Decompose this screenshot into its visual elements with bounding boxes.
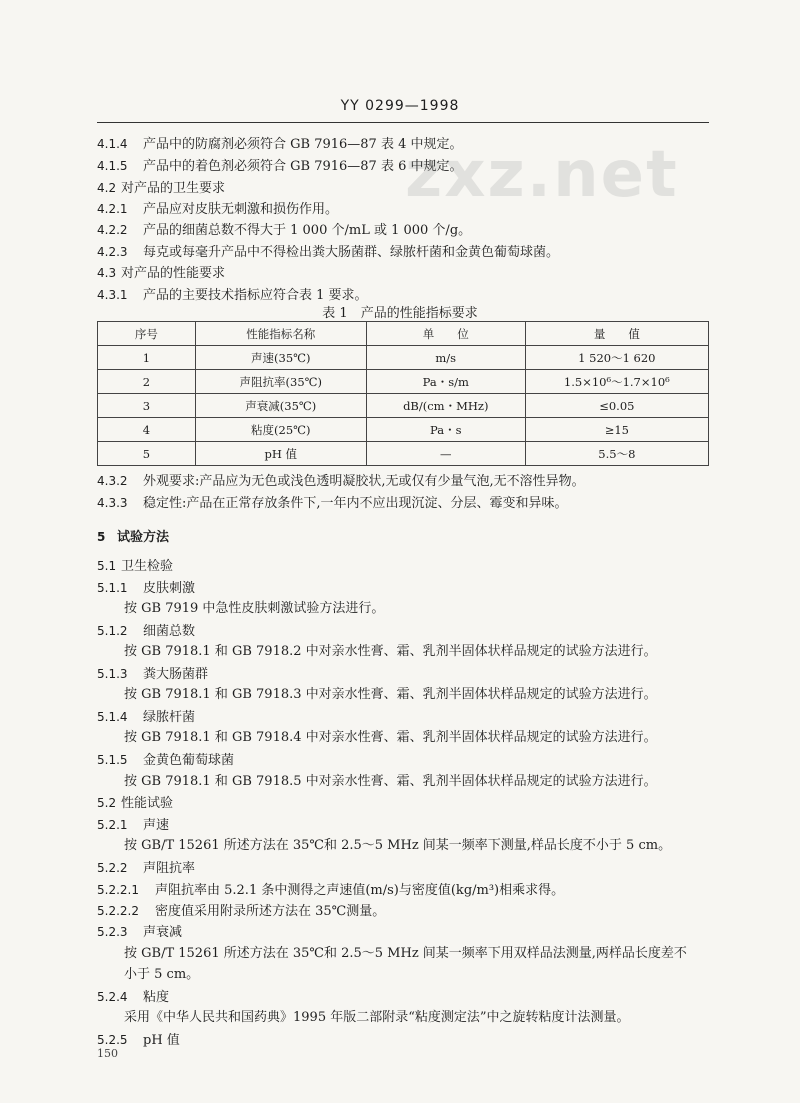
clause-text: 粪大肠菌群 <box>143 667 209 682</box>
clause-line <box>97 179 225 198</box>
clause-line <box>97 859 195 878</box>
clause-line <box>97 264 225 283</box>
clause-line <box>97 622 195 641</box>
clause-line <box>97 200 338 219</box>
clause-number: 5.2.2.2 <box>97 904 139 918</box>
table-row <box>98 370 709 394</box>
clause-number: 4.3.1 <box>97 288 128 302</box>
clause-number: 4.2.1 <box>97 202 128 216</box>
clause-line <box>124 686 657 704</box>
table-cell: ≤0.05 <box>525 394 708 418</box>
table-cell: ≥15 <box>525 418 708 442</box>
clause-text: 性能试验 <box>121 796 174 811</box>
clause-text: 产品中的着色剂必须符合 GB 7916—87 表 6 中规定。 <box>143 159 463 174</box>
clause-number: 5.1.1 <box>97 581 128 595</box>
clause-line <box>124 966 199 984</box>
clause-line <box>97 135 463 154</box>
clause-number: 5.2.2 <box>97 861 128 875</box>
table-cell: — <box>366 442 525 466</box>
clause-text: 产品应对皮肤无刺激和损伤作用。 <box>143 202 339 217</box>
table-cell: m/s <box>366 346 525 370</box>
clause-line <box>97 708 195 727</box>
clause-text: 金黄色葡萄球菌 <box>143 753 235 768</box>
clause-line <box>97 816 169 835</box>
clause-number: 4.1.4 <box>97 137 128 151</box>
clause-text: 对产品的性能要求 <box>121 266 226 281</box>
clause-text: 按 GB/T 15261 所述方法在 35℃和 2.5～5 MHz 间某一频率下用双样品法测量,两样品长度差不 <box>124 946 687 961</box>
clause-text: 密度值采用附录所述方法在 35℃测量。 <box>155 904 386 919</box>
table-row <box>98 418 709 442</box>
clause-line <box>97 579 195 598</box>
clause-line <box>124 773 657 791</box>
clause-number: 5.1.3 <box>97 667 128 681</box>
clause-number: 5.1.5 <box>97 753 128 767</box>
clause-text: 外观要求:产品应为无色或浅色透明凝胶状,无或仅有少量气泡,无不溶性异物。 <box>143 474 585 489</box>
clause-text: 小于 5 cm。 <box>124 967 200 982</box>
clause-line <box>97 494 568 513</box>
clause-text: pH 值 <box>143 1033 180 1048</box>
clause-number: 5.1.4 <box>97 710 128 724</box>
clause-number: 4.3 <box>97 266 117 280</box>
clause-number: 5.1 <box>97 559 117 573</box>
clause-line <box>97 472 585 491</box>
clause-line <box>124 837 671 855</box>
clause-number: 5.2.2.1 <box>97 883 139 897</box>
clause-line <box>97 221 471 240</box>
clause-text: 声衰减 <box>143 925 183 940</box>
table-header-cell: 单 位 <box>366 322 525 346</box>
clause-text: 每克或每毫升产品中不得检出粪大肠菌群、绿脓杆菌和金黄色葡萄球菌。 <box>143 245 560 260</box>
clause-text: 产品的主要技术指标应符合表 1 要求。 <box>143 288 368 303</box>
clause-line <box>97 794 173 813</box>
clause-text: 对产品的卫生要求 <box>121 181 226 196</box>
table-cell: 声衰减(35℃) <box>195 394 366 418</box>
clause-text: 按 GB 7918.1 和 GB 7918.4 中对亲水性膏、霜、乳剂半固体状样品规定的试验方法进行。 <box>124 730 657 745</box>
table-cell: Pa・s <box>366 418 525 442</box>
page-header: YY 0299—1998 <box>340 98 460 114</box>
table-cell: 5.5～8 <box>525 442 708 466</box>
clause-text: 皮肤刺激 <box>143 581 196 596</box>
clause-line <box>124 945 687 963</box>
clause-line <box>124 1009 630 1027</box>
table-caption: 表 1 产品的性能指标要求 <box>322 306 478 321</box>
clause-text: 产品的细菌总数不得大于 1 000 个/mL 或 1 000 个/g。 <box>143 223 472 238</box>
table-cell: 4 <box>98 418 196 442</box>
clause-text: 按 GB 7918.1 和 GB 7918.3 中对亲水性膏、霜、乳剂半固体状样品规定的试验方法进行。 <box>124 687 657 702</box>
page-number: 150 <box>97 1047 118 1060</box>
clause-text: 绿脓杆菌 <box>143 710 196 725</box>
table-cell: 1 520～1 620 <box>525 346 708 370</box>
clause-line <box>97 557 173 576</box>
table-cell: 1.5×10⁶～1.7×10⁶ <box>525 370 708 394</box>
clause-number: 4.3.2 <box>97 474 128 488</box>
table-cell: 粘度(25℃) <box>195 418 366 442</box>
table-header-cell: 序号 <box>98 322 196 346</box>
clause-line <box>124 643 657 661</box>
table-row <box>98 442 709 466</box>
clause-number: 5.2.4 <box>97 990 128 1004</box>
clause-text: 稳定性:产品在正常存放条件下,一年内不应出现沉淀、分层、霉变和异味。 <box>143 496 568 511</box>
clause-line <box>97 902 385 921</box>
clause-number: 5.2.3 <box>97 925 128 939</box>
clause-line <box>124 729 657 747</box>
clause-line <box>97 881 564 900</box>
table-cell: dB/(cm・MHz) <box>366 394 525 418</box>
clause-text: 采用《中华人民共和国药典》1995 年版二部附录“粘度测定法”中之旋转粘度计法测量。 <box>124 1010 630 1025</box>
table-row <box>98 346 709 370</box>
table-cell: Pa・s/m <box>366 370 525 394</box>
watermark: zxz.net <box>405 138 679 212</box>
table-header-cell: 性能指标名称 <box>195 322 366 346</box>
clause-text: 按 GB 7919 中急性皮肤刺激试验方法进行。 <box>124 601 385 616</box>
table-cell: 声阻抗率(35℃) <box>195 370 366 394</box>
clause-number: 4.2.3 <box>97 245 128 259</box>
clause-line <box>97 157 463 176</box>
clause-text: 粘度 <box>143 990 170 1005</box>
table-header-row <box>98 322 709 346</box>
clause-text: 产品中的防腐剂必须符合 GB 7916—87 表 4 中规定。 <box>143 137 463 152</box>
clause-text: 按 GB/T 15261 所述方法在 35℃和 2.5～5 MHz 间某一频率下测量,样品长度不小于 5 cm。 <box>124 838 672 853</box>
table-cell: pH 值 <box>195 442 366 466</box>
clause-line <box>97 243 559 262</box>
clause-number: 4.2 <box>97 181 117 195</box>
clause-text: 按 GB 7918.1 和 GB 7918.2 中对亲水性膏、霜、乳剂半固体状样品规定的试验方法进行。 <box>124 644 657 659</box>
clause-line <box>97 665 208 684</box>
clause-line <box>97 528 169 547</box>
clause-text: 声阻抗率 <box>143 861 196 876</box>
table-cell: 声速(35℃) <box>195 346 366 370</box>
clause-text: 按 GB 7918.1 和 GB 7918.5 中对亲水性膏、霜、乳剂半固体状样品规定的试验方法进行。 <box>124 774 657 789</box>
clause-line <box>97 988 169 1007</box>
clause-number: 5.2 <box>97 796 117 810</box>
clause-text: 声速 <box>143 818 170 833</box>
table-header-cell: 量 值 <box>525 322 708 346</box>
clause-number: 4.1.5 <box>97 159 128 173</box>
clause-text: 卫生检验 <box>121 559 174 574</box>
table-cell: 5 <box>98 442 196 466</box>
clause-text: 声阻抗率由 5.2.1 条中测得之声速值(m/s)与密度值(kg/m³)相乘求得。 <box>155 883 565 898</box>
header-rule <box>97 122 709 123</box>
clause-text: 试验方法 <box>117 530 170 545</box>
clause-number: 5.1.2 <box>97 624 128 638</box>
clause-line <box>124 600 384 618</box>
clause-text: 细菌总数 <box>143 624 196 639</box>
clause-number: 5.2.1 <box>97 818 128 832</box>
table-cell: 3 <box>98 394 196 418</box>
table-cell: 2 <box>98 370 196 394</box>
performance-table <box>97 321 709 466</box>
clause-line <box>97 751 234 770</box>
table-cell: 1 <box>98 346 196 370</box>
clause-number: 4.2.2 <box>97 223 128 237</box>
table-row <box>98 394 709 418</box>
clause-number: 5 <box>97 530 106 544</box>
clause-number: 5.2.5 <box>97 1033 128 1047</box>
clause-number: 4.3.3 <box>97 496 128 510</box>
clause-line <box>97 923 182 942</box>
